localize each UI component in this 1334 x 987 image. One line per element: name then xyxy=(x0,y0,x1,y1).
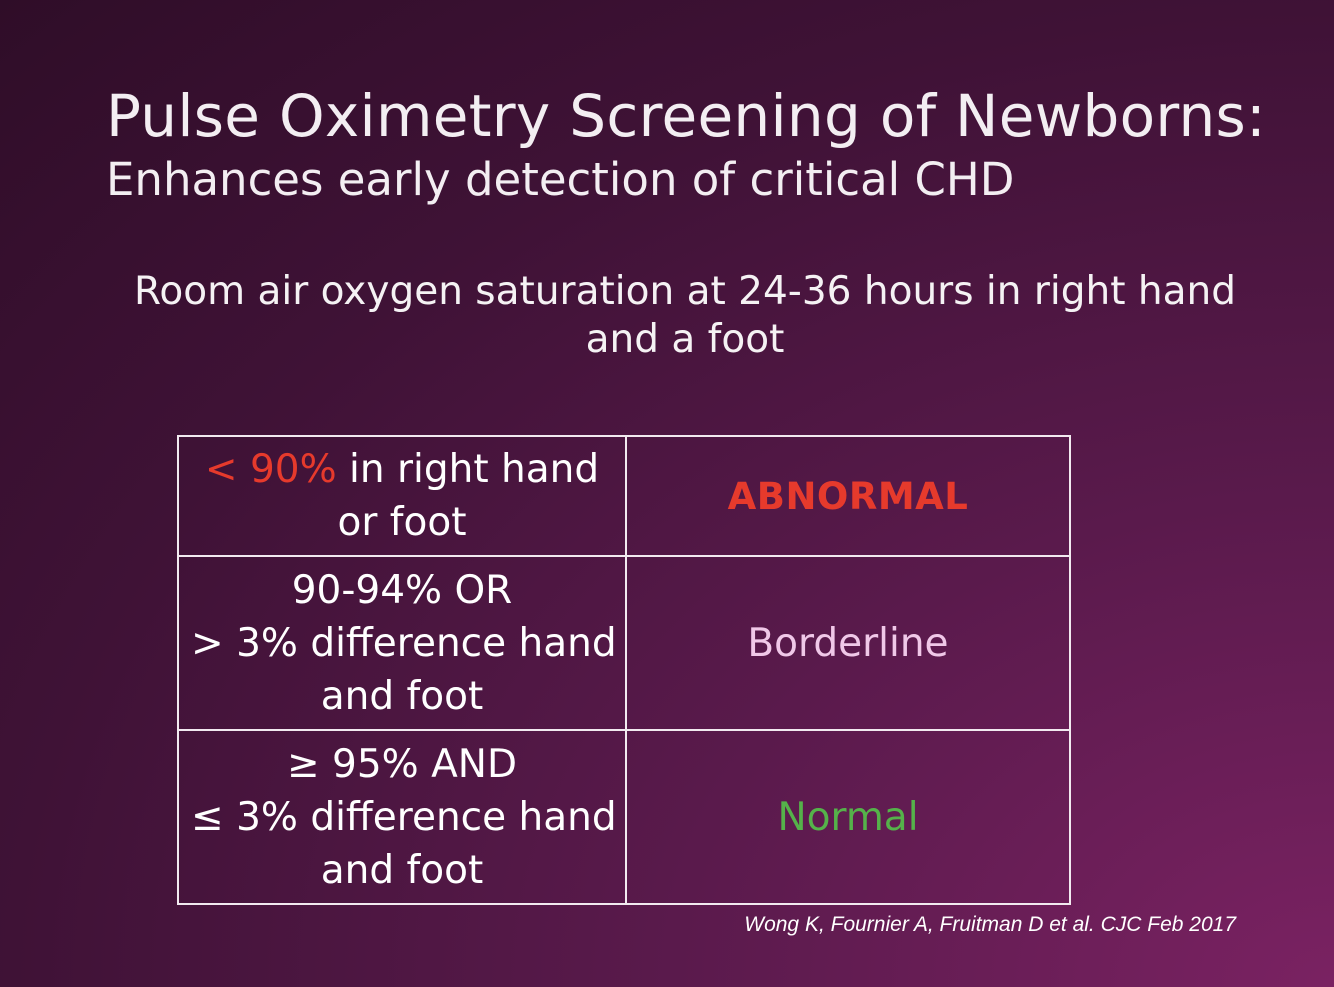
result-abnormal: ABNORMAL xyxy=(727,474,969,518)
result-borderline: Borderline xyxy=(747,620,949,666)
criteria-line: and foot xyxy=(320,847,484,893)
screening-criteria-table xyxy=(177,435,1071,905)
table-row xyxy=(178,436,1070,556)
table-row xyxy=(178,730,1070,904)
criteria-line: ≤ 3% difference hand xyxy=(191,794,617,840)
result-cell xyxy=(626,436,1070,556)
criteria-cell xyxy=(178,556,626,730)
citation: Wong K, Fournier A, Fruitman D et al. CJC Feb 2017 xyxy=(744,913,1236,936)
slide-subtitle: Enhances early detection of critical CHD xyxy=(106,153,1015,206)
slide-title: Pulse Oximetry Screening of Newborns: xyxy=(106,82,1266,150)
criteria-line: ≥ 95% AND xyxy=(286,741,518,787)
criteria-threshold-highlight: < 90% xyxy=(204,447,337,492)
table-row xyxy=(178,556,1070,730)
criteria-cell xyxy=(178,436,626,556)
criteria-line: 90-94% OR xyxy=(291,567,513,613)
result-cell xyxy=(626,556,1070,730)
criteria-cell xyxy=(178,730,626,904)
result-normal: Normal xyxy=(777,794,919,840)
result-cell xyxy=(626,730,1070,904)
criteria-line: and foot xyxy=(320,673,484,719)
criteria-text: in right hand or foot xyxy=(336,447,600,545)
criteria-line: > 3% difference hand xyxy=(191,620,617,666)
intro-text: Room air oxygen saturation at 24-36 hours in right hand and a foot xyxy=(134,269,1236,362)
